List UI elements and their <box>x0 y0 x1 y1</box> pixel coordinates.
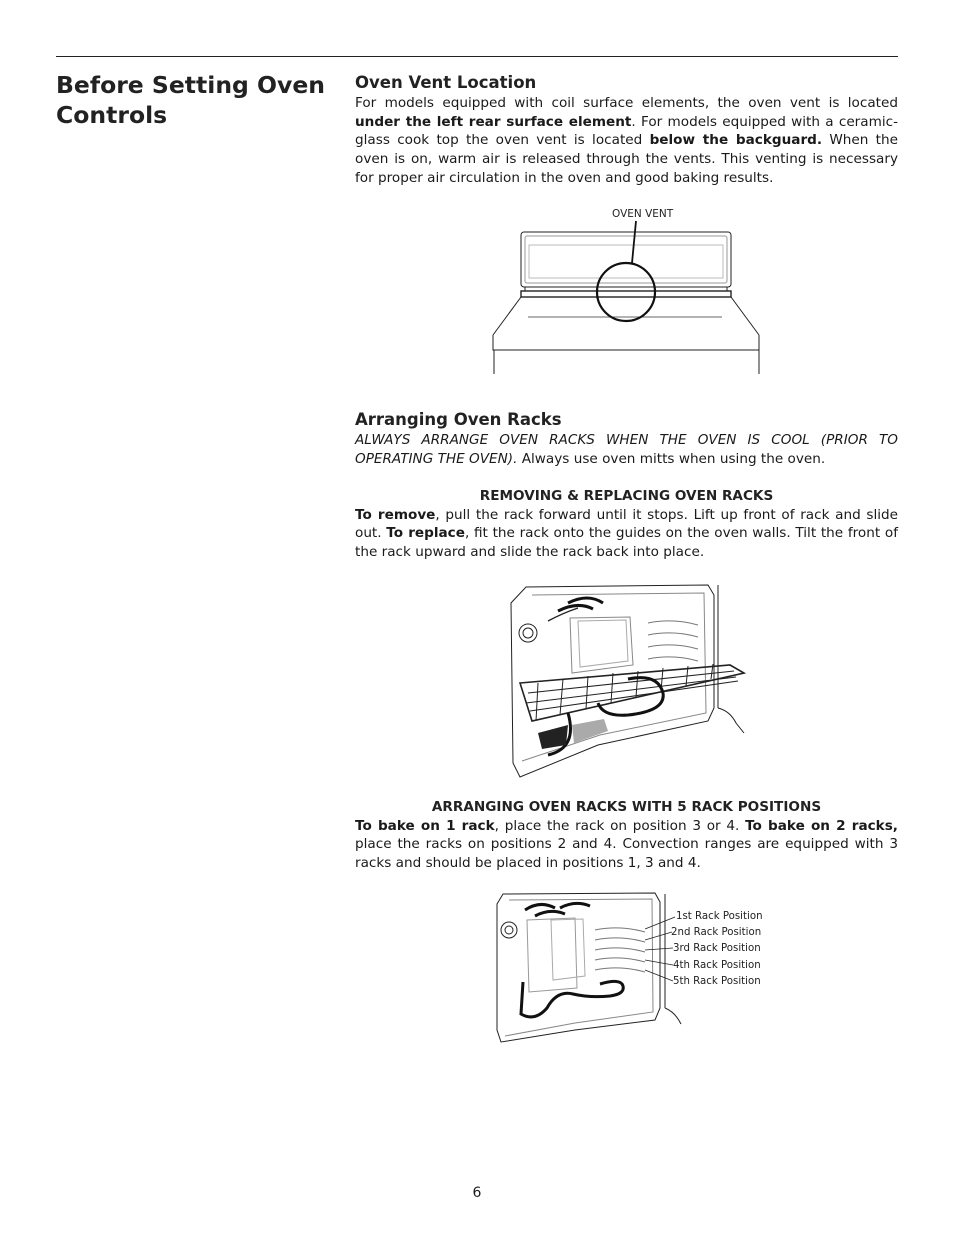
oven-vent-figure <box>488 200 768 378</box>
rack-position-3: 3rd Rack Position <box>673 943 761 954</box>
arrange-heading: ARRANGING OVEN RACKS WITH 5 RACK POSITIONS <box>431 799 822 815</box>
rack-position-5: 5th Rack Position <box>673 976 761 987</box>
racks-intro <box>355 431 898 468</box>
vent-callout-circle <box>597 263 655 321</box>
vent-bold-1: under the left rear surface element <box>355 113 632 130</box>
arrange-paragraph <box>355 817 898 873</box>
vent-text-1: For models equipped with coil surface elements, the oven vent is located <box>355 95 898 111</box>
arrange-text-1: , place the rack on position 3 or 4. <box>494 817 746 834</box>
page-title: Before Setting Oven Controls <box>56 71 326 129</box>
rack-position-4: 4th Rack Position <box>673 960 761 971</box>
remove-paragraph <box>355 506 898 562</box>
vent-section <box>355 72 898 188</box>
arrange-section <box>355 798 898 873</box>
arrange-text-2: place the racks on positions 2 and 4. Convection ranges are equipped with 3 racks and should be placed in positions 1, 3 and 4. <box>355 836 898 872</box>
top-rule <box>56 56 898 57</box>
vent-text-3: When the oven is on, warm air is released through the vents. This venting is necessary for proper air circulation in the oven and good baking results. <box>355 132 898 186</box>
remove-heading: REMOVING & REPLACING OVEN RACKS <box>479 488 774 504</box>
vent-text-2: . For models equipped with a ceramic-glass cook top the oven vent is located <box>355 113 898 149</box>
arrange-bold-2: To bake on 2 racks, <box>745 817 898 834</box>
racks-section <box>355 409 898 468</box>
remove-bold: To remove <box>355 506 436 523</box>
rack-position-1: 1st Rack Position <box>676 911 763 922</box>
vent-paragraph <box>355 94 898 188</box>
vent-leader-line <box>632 221 636 263</box>
arrange-bold-1: To bake on 1 rack <box>355 817 495 834</box>
vent-bold-2: below the backguard. <box>649 132 823 149</box>
vent-heading: Oven Vent Location <box>355 73 537 92</box>
rack-positions-figure <box>495 890 765 1050</box>
remove-text: , pull the rack forward until it stops. Lift up front of rack and slide out. <box>355 506 899 542</box>
oven-mitt-right <box>572 719 608 743</box>
replace-bold: To replace <box>386 525 465 542</box>
racks-heading: Arranging Oven Racks <box>355 410 562 429</box>
oven-vent-label: OVEN VENT <box>612 208 674 220</box>
racks-caution: ALWAYS ARRANGE OVEN RACKS WHEN THE OVEN IS COOL (PRIOR TO OPERATING THE OVEN). <box>355 432 898 467</box>
replace-text: , fit the rack onto the guides on the oven walls. Tilt the front of the rack upward and slide the rack back into place. <box>355 525 898 561</box>
oven-mitt-left <box>538 725 568 749</box>
rack-position-2: 2nd Rack Position <box>671 927 762 938</box>
remove-section <box>355 487 898 562</box>
page-number: 6 <box>472 1185 482 1201</box>
racks-intro-text: Always use oven mitts when using the oven. <box>517 450 826 467</box>
rack-removal-figure <box>508 583 748 781</box>
